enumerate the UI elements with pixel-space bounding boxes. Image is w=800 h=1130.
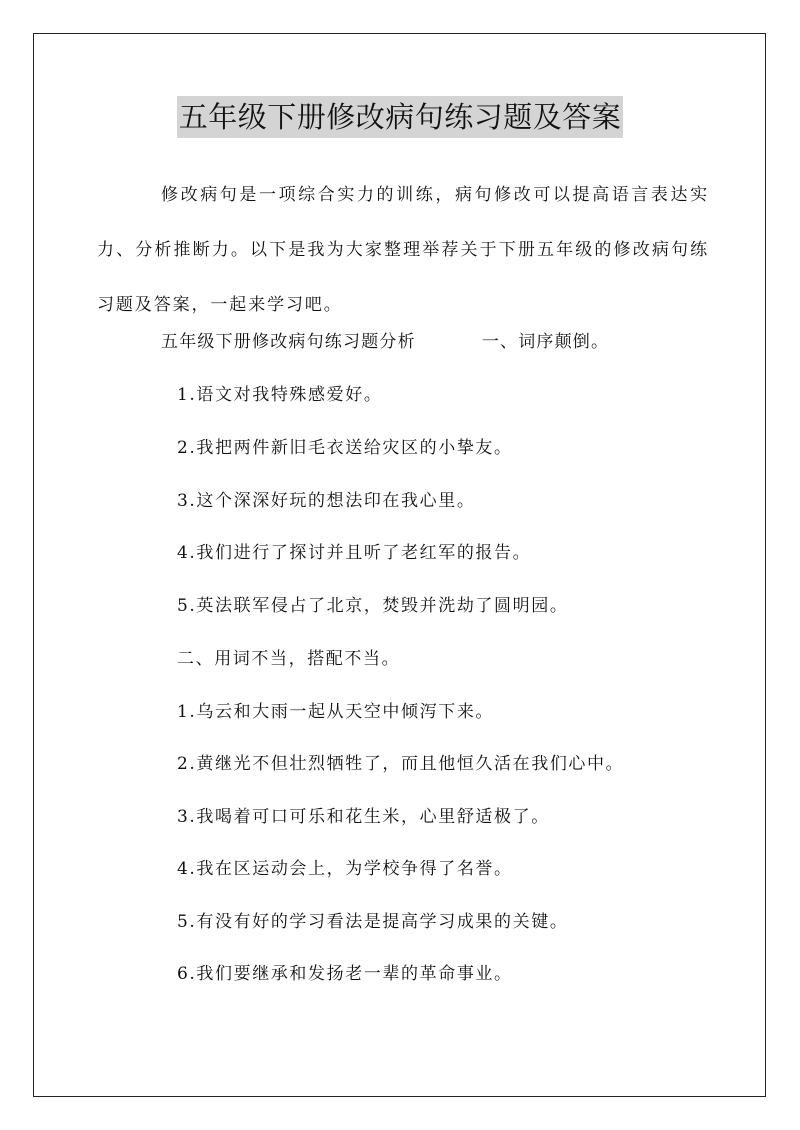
section-heading-word-usage: 二、用词不当，搭配不当。 <box>177 649 401 669</box>
list-item: 2.我把两件新旧毛衣送给灾区的小挚友。 <box>177 438 513 458</box>
analysis-heading: 五年级下册修改病句练习题分析 <box>161 332 416 352</box>
list-item: 3.这个深深好玩的想法印在我心里。 <box>177 491 476 511</box>
list-item: 3.我喝着可口可乐和花生米，心里舒适极了。 <box>177 807 550 827</box>
list-item: 6.我们要继承和发扬老一辈的革命事业。 <box>177 964 513 984</box>
intro-paragraph: 修改病句是一项综合实力的训练，病句修改可以提高语言表达实力、分析推断力。以下是我为大家整理举荐关于下册五年级的修改病句练习题及答案，一起来学习吧。 <box>97 185 709 315</box>
title-container <box>0 96 800 138</box>
list-item: 5.英法联军侵占了北京，焚毁并洗劫了圆明园。 <box>177 596 569 616</box>
document-title: 五年级下册修改病句练习题及答案 <box>177 96 624 138</box>
analysis-heading-line <box>161 327 609 352</box>
list-item: 4.我在区运动会上，为学校争得了名誉。 <box>177 859 513 879</box>
list-item: 5.有没有好的学习看法是提高学习成果的关键。 <box>177 912 569 932</box>
list-item: 1.乌云和大雨一起从天空中倾泻下来。 <box>177 702 495 722</box>
list-item: 1.语文对我特殊感爱好。 <box>177 385 383 405</box>
section-heading-word-order: 一、词序颠倒。 <box>481 332 610 352</box>
list-item: 4.我们进行了探讨并且听了老红军的报告。 <box>177 543 532 563</box>
list-item: 2.黄继光不但壮烈牺牲了，而且他恒久活在我们心中。 <box>177 754 625 774</box>
